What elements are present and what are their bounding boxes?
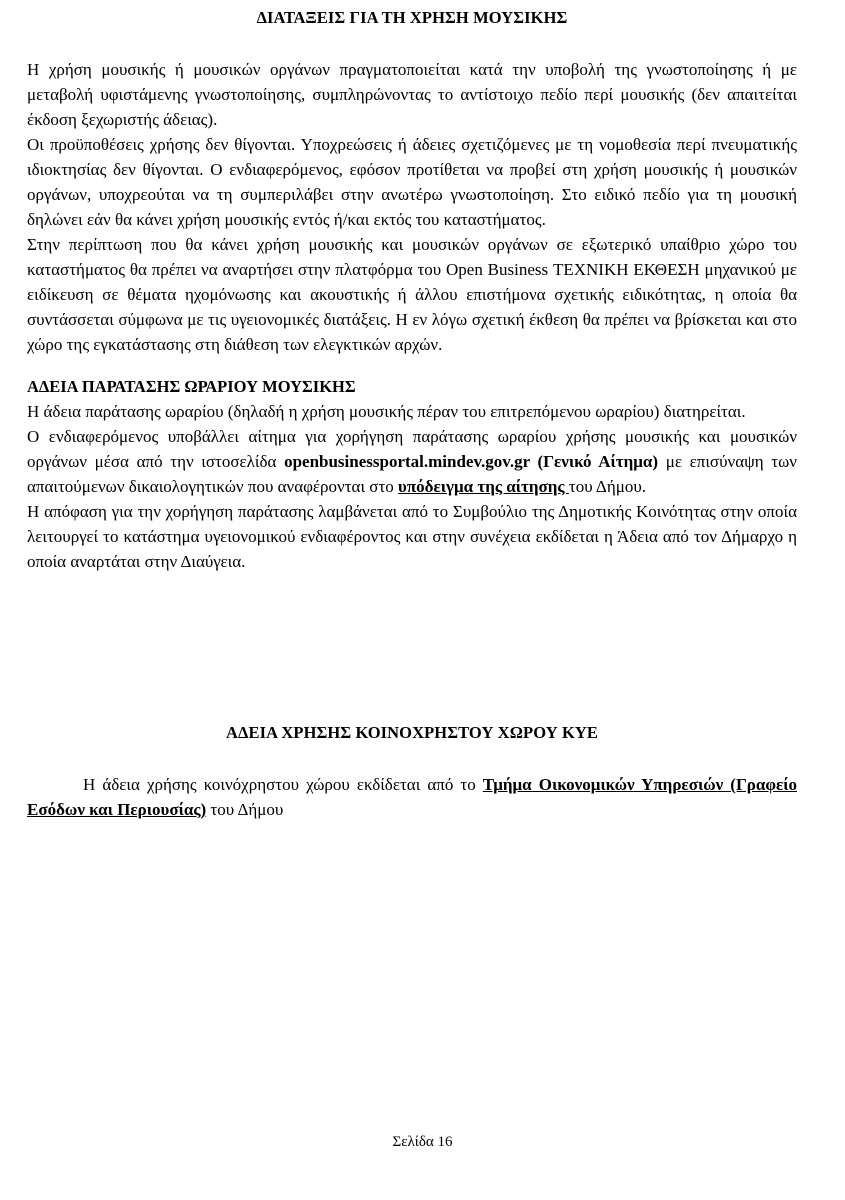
paragraph bbox=[27, 424, 797, 499]
text: του Δήμου bbox=[206, 800, 284, 819]
portal-link[interactable]: openbusinessportal.mindev.gov.gr (Γενικό Αίτημα) bbox=[284, 452, 659, 471]
finance-department-link[interactable]: Τμήμα Οικονομικών Υπηρεσιών (Γραφείο Εσόδων και Περιουσίας) bbox=[27, 775, 798, 819]
text: με επισύναψη των απαιτούμενων δικαιολογητικών που αναφέρονται στο bbox=[27, 452, 797, 496]
text: Ο ενδιαφερόμενος υποβάλλει αίτημα για χορήγηση παράτασης ωραρίου χρήσης μουσικής και μουσικών οργάνων μέσα από την ιστοσελίδα bbox=[27, 427, 797, 471]
text: Η άδεια χρήσης κοινόχρηστου χώρου εκδίδεται από το bbox=[83, 775, 483, 794]
paragraph: Η απόφαση για την χορήγηση παράτασης λαμβάνεται από το Συμβούλιο της Δημοτικής Κοινότητας στην οποία λειτουργεί το κατάστημα υγειονομικού ενδιαφέροντος και στην συνέχεια εκδίδεται η Άδεια από τον Δήμαρχο η οποία αναρτάται στην Διαύγεια. bbox=[27, 502, 797, 571]
music-provisions-body bbox=[27, 57, 797, 357]
application-template-link[interactable]: υπόδειγμα της αίτησης bbox=[398, 477, 569, 496]
paragraph bbox=[27, 772, 797, 822]
section-title-music-provisions: ΔΙΑΤΑΞΕΙΣ ΓΙΑ ΤΗ ΧΡΗΣΗ ΜΟΥΣΙΚΗΣ bbox=[256, 8, 568, 27]
music-hours-extension-section bbox=[27, 374, 797, 574]
common-space-body bbox=[27, 772, 797, 822]
paragraph: Η χρήση μουσικής ή μουσικών οργάνων πραγματοποιείται κατά την υποβολή της γνωστοποίησης ή με μεταβολή υφιστάμενης γνωστοποίησης, συμπληρώνοντας το αντίστοιχο πεδίο περί μουσικής (δεν απαιτείται έκδοση ξεχωριστής άδειας). bbox=[27, 60, 797, 129]
section-heading-music-hours: ΑΔΕΙΑ ΠΑΡΑΤΑΣΗΣ ΩΡΑΡΙΟΥ ΜΟΥΣΙΚΗΣ bbox=[27, 377, 356, 396]
paragraph: Οι προϋποθέσεις χρήσης δεν θίγονται. Υποχρεώσεις ή άδειες σχετιζόμενες με τη νομοθεσία περί πνευματικής ιδιοκτησίας δεν θίγονται. Ο ενδιαφερόμενος, εφόσον προτίθεται να προβεί στη χρήση μουσικής ή μουσικών οργάνων, υποχρεούται να τη συμπεριλάβει στην ανωτέρω γνωστοποίηση. Στο ειδικό πεδίο για τη μουσική δηλώνει εάν θα κάνει χρήση μουσικής εντός ή/και εκτός του καταστήματος. bbox=[27, 135, 797, 229]
page-number: Σελίδα 16 bbox=[392, 1134, 453, 1150]
section-title-common-space: ΑΔΕΙΑ ΧΡΗΣΗΣ ΚΟΙΝΟΧΡΗΣΤΟΥ ΧΩΡΟΥ ΚΥΕ bbox=[226, 723, 598, 742]
paragraph: Η άδεια παράτασης ωραρίου (δηλαδή η χρήση μουσικής πέραν του επιτρεπόμενου ωραρίου) διατηρείται. bbox=[27, 402, 746, 421]
text: του Δήμου. bbox=[568, 477, 647, 496]
paragraph: Στην περίπτωση που θα κάνει χρήση μουσικής και μουσικών οργάνων σε εξωτερικό υπαίθριο χώρο του καταστήματος θα πρέπει να αναρτήσει στην πλατφόρμα του Open Business ΤΕΧΝΙΚΗ ΕΚΘΕΣΗ μηχανικού με ειδίκευση σε θέματα ηχομόνωσης και ακουστικής ή άλλου επιστήμονα σχετικής ειδικότητας, η οποία θα συντάσσεται σύμφωνα με τις υγειονομικές διατάξεις. Η εν λόγω σχετική έκθεση θα πρέπει να βρίσκεται και στο χώρο της εγκατάστασης στη διάθεση των ελεγκτικών αρχών. bbox=[27, 235, 797, 354]
